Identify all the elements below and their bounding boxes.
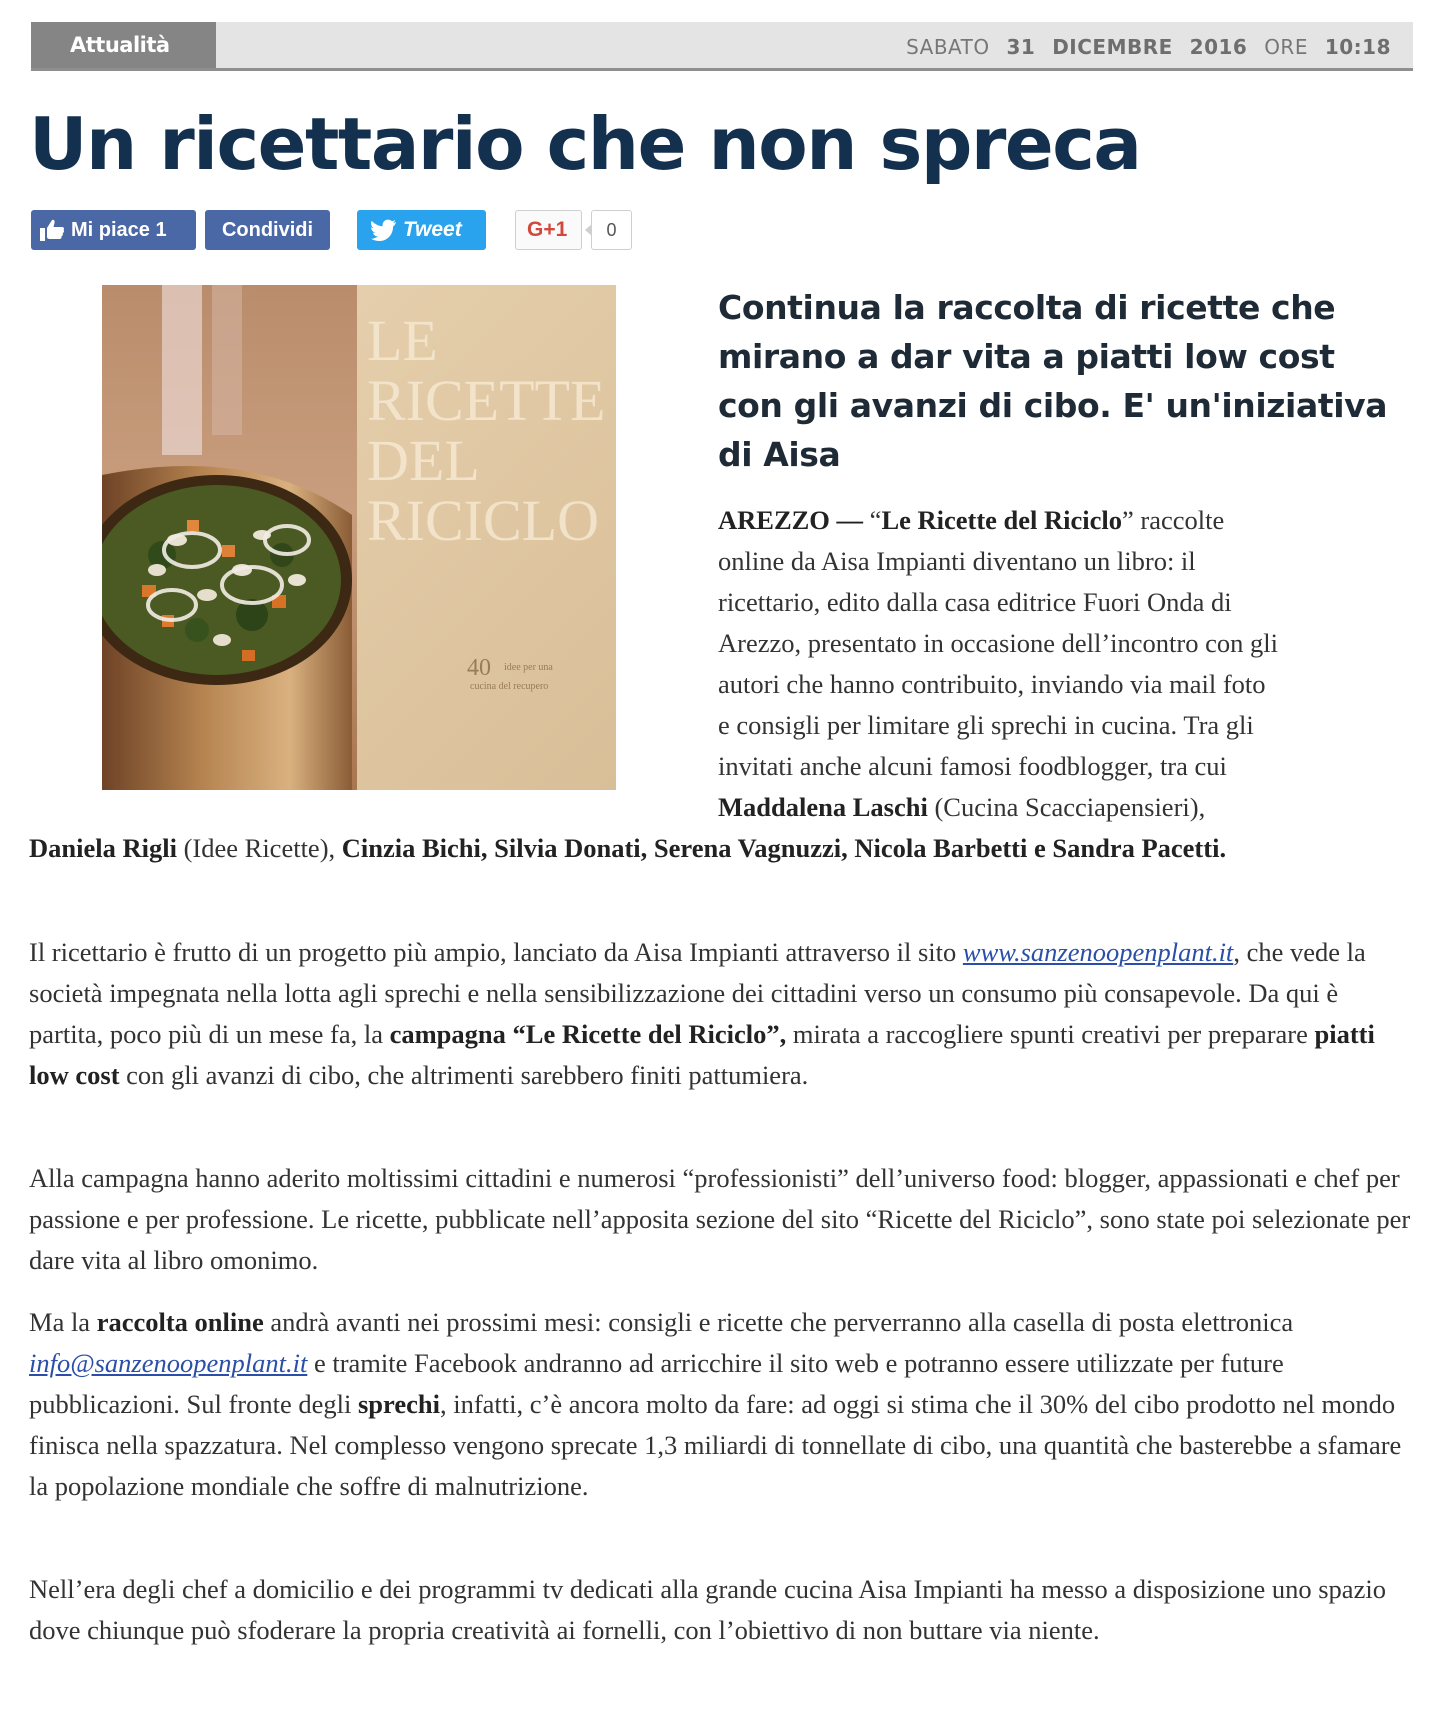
- lead-line: autori che hanno contribuito, inviando via mail foto: [718, 669, 1266, 699]
- section-bar: [31, 22, 1413, 71]
- cover-subtitle-2: cucina del recupero: [470, 681, 549, 692]
- paragraph-text: mirata a raccogliere spunti creativi per preparare: [786, 1019, 1315, 1049]
- site-link[interactable]: www.sanzenoopenplant.it: [962, 937, 1234, 967]
- article-image: [102, 285, 616, 790]
- paragraph-text: , infatti, c’è ancora molto da fare: ad oggi si stima che il 30% del cibo prodotto nel mondo finisca nella spazzatura. Nel complesso vengono sprecate 1,3 miliardi di tonnellate di cibo, una quantità che basterebbe a sfamare la popolazione mondiale che soffre di malnutrizione.: [29, 1389, 1402, 1501]
- dateline: [896, 35, 1391, 59]
- paragraph-5: Nell’era degli chef a domicilio e dei programmi tv dedicati alla grande cucina Aisa Impianti ha messo a disposizione uno spazio dove chiunque può sfoderare la propria creatività ai fornelli, con l’obiettivo di non buttare via niente.: [29, 1574, 1386, 1645]
- date-month: DICEMBRE: [1052, 35, 1173, 59]
- thumbs-up-icon: [39, 218, 65, 242]
- paragraph-text: e tramite Facebook andranno ad arricchire il sito web e potranno essere utilizzate per future pubblicazioni. Sul fronte degli: [29, 1348, 1284, 1419]
- date-year: 2016: [1189, 35, 1248, 59]
- tweet-button[interactable]: [357, 210, 486, 250]
- date-weekday: SABATO: [906, 35, 990, 59]
- cover-title-line-2: RICETTE: [367, 368, 606, 433]
- email-link[interactable]: info@sanzenoopenplant.it: [29, 1348, 308, 1378]
- cover-subtitle-1: idee per una: [504, 662, 553, 673]
- lead-line: [718, 787, 1408, 828]
- cover-number: 40: [467, 655, 491, 681]
- dateline-city: AREZZO —: [718, 505, 864, 535]
- lead-line: invitati anche alcuni famosi foodblogger, tra cui: [718, 751, 1227, 781]
- sprechi-highlight: sprechi: [357, 1389, 440, 1419]
- tweet-label: Tweet: [403, 218, 462, 241]
- like-label: Mi piace: [71, 219, 150, 241]
- campaign-name: campagna “Le Ricette del Riciclo”,: [389, 1019, 787, 1049]
- paragraph-text: andrà avanti nei prossimi mesi: consigli e ricette che perverranno alla casella di posta elettronica: [263, 1307, 1294, 1337]
- raccolta-online-highlight: raccolta online: [96, 1307, 264, 1337]
- low-cost-highlight: piatti low cost: [29, 1019, 1375, 1090]
- facebook-like-button[interactable]: [31, 210, 196, 250]
- lead-paragraph-continuation: [29, 828, 1419, 869]
- blogger-note: (Idee Ricette),: [176, 833, 342, 863]
- paragraph-text: con gli avanzi di cibo, che altrimenti sarebbero finiti pattumiera.: [119, 1060, 809, 1090]
- lead-line: Arezzo, presentato in occasione dell’incontro con gli: [718, 628, 1278, 658]
- twitter-bird-icon: [371, 219, 397, 241]
- book-cover-illustration: [102, 285, 616, 790]
- paragraph-2: [29, 932, 1419, 1096]
- date-day: 31: [1006, 35, 1036, 59]
- paragraph-4: [29, 1302, 1419, 1507]
- paragraph-3: Alla campagna hanno aderito moltissimi cittadini e numerosi “professionisti” dell’universo food: blogger, appassionati e chef per passione e per professione. Le ricette, pubblicate nell’apposita sezione del sito “Ricette del Riciclo”, sono state poi selezionate per dare vita al libro omonimo.: [29, 1163, 1411, 1275]
- cover-title-line-1: LE: [367, 308, 438, 373]
- paragraph-text: Ma la: [29, 1307, 97, 1337]
- cover-title-line-3: DEL: [367, 428, 480, 493]
- lead-line: e consigli per limitare gli sprechi in cucina. Tra gli: [718, 710, 1254, 740]
- lead-line: ricettario, edito dalla casa editrice Fuori Onda di: [718, 587, 1232, 617]
- lead-paragraph-column: [718, 500, 1408, 828]
- google-plus-button[interactable]: G+1: [515, 210, 582, 250]
- book-title: Le Ricette del Riciclo: [881, 505, 1123, 535]
- article-summary: Continua la raccolta di ricette che mirano a dar vita a piatti low cost con gli avanzi di cibo. E' un'iniziativa di Aisa: [718, 288, 1388, 474]
- facebook-share-button[interactable]: Condividi: [205, 210, 330, 250]
- date-time: 10:18: [1324, 35, 1391, 59]
- section-tab[interactable]: Attualità: [31, 22, 216, 68]
- lead-text: ” raccolte: [1122, 505, 1225, 535]
- article-title: Un ricettario che non spreca: [29, 102, 1141, 186]
- blogger-name: Maddalena Laschi: [718, 792, 928, 822]
- paragraph-text: Il ricettario è frutto di un progetto più ampio, lanciato da Aisa Impianti attraverso il sito: [29, 937, 963, 967]
- blogger-note: (Cucina Scacciapensieri),: [927, 792, 1206, 822]
- lead-line: online da Aisa Impianti diventano un libro: il: [718, 546, 1196, 576]
- lead-line: [718, 500, 1408, 541]
- blogger-name: Daniela Rigli: [29, 833, 177, 863]
- blogger-names: Cinzia Bichi, Silvia Donati, Serena Vagnuzzi, Nicola Barbetti e Sandra Pacetti.: [341, 833, 1227, 863]
- quote-open: “: [869, 505, 882, 535]
- date-hour-label: ORE: [1264, 35, 1308, 59]
- google-plus-count: 0: [591, 210, 632, 250]
- like-count: 1: [155, 219, 167, 241]
- paragraph-text: , che vede la società impegnata nella lotta agli sprechi e nella sensibilizzazione dei cittadini verso un consumo più consapevole. Da qui è partita, poco più di un mese fa, la: [29, 937, 1366, 1049]
- cover-title-line-4: RICICLO: [367, 488, 599, 553]
